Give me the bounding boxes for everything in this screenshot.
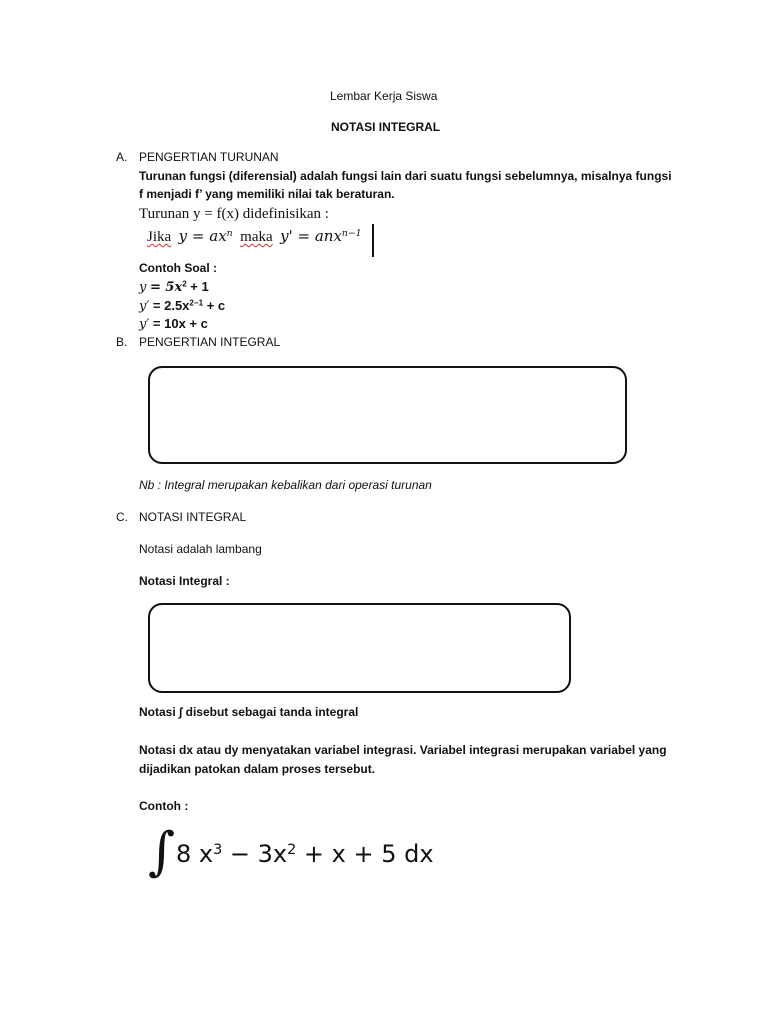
rule-maka: maka: [240, 229, 273, 245]
example-label: Contoh :: [139, 799, 189, 813]
integral-notation-answer-box[interactable]: [148, 603, 571, 693]
integral-sign-explanation: Notasi ∫ disebut sebagai tanda integral: [139, 705, 359, 719]
section-a-letter: A.: [116, 150, 128, 164]
text-cursor: [372, 224, 374, 257]
section-c-letter: C.: [116, 510, 128, 524]
derivative-definition: Turunan y = f(x) didefinisikan :: [139, 206, 329, 222]
section-a-paragraph-line1: Turunan fungsi (diferensial) adalah fungsi lain dari suatu fungsi sebelumnya, misalnya fungsi: [139, 169, 672, 183]
section-b-heading: PENGERTIAN INTEGRAL: [139, 335, 281, 349]
integral-expression: 8 $x^3 - 3x^2 + x + 5$ dx: [176, 840, 434, 868]
derivative-rule: [147, 227, 362, 246]
integral-sign-icon: ∫: [148, 822, 176, 882]
worksheet-title: Lembar Kerja Siswa: [330, 89, 438, 103]
section-a-heading: PENGERTIAN TURUNAN: [139, 150, 279, 164]
example-line-1: $y = 5x^2 + 1$: [139, 279, 209, 295]
notation-definition: Notasi adalah lambang: [139, 542, 262, 556]
integral-definition-answer-box[interactable]: [148, 366, 627, 464]
section-a-paragraph-line2: f menjadi f’ yang memiliki nilai tak beraturan.: [139, 187, 395, 201]
rule-yprime-eq: y' = anx: [280, 227, 342, 245]
section-b-note: Nb : Integral merupakan kebalikan dari operasi turunan: [139, 478, 432, 492]
section-c-heading: NOTASI INTEGRAL: [139, 510, 247, 524]
section-b-letter: B.: [116, 335, 128, 349]
rule-exp-n-minus-1: n−1: [341, 227, 362, 239]
variable-explanation-line1: Notasi dx atau dy menyatakan variabel integrasi. Variabel integrasi merupakan variabel yang: [139, 743, 667, 757]
rule-y-eq: y = ax: [178, 227, 227, 245]
example-line-2: $y' = 2.5x^{2-1} + c$: [139, 298, 226, 314]
example-line-3: y′ = 10x + c: [139, 316, 208, 332]
integral-notation-label: Notasi Integral :: [139, 574, 230, 588]
worksheet-subtitle: NOTASI INTEGRAL: [331, 120, 441, 134]
rule-exp-n: n: [226, 227, 233, 239]
variable-explanation-line2: dijadikan patokan dalam proses tersebut.: [139, 762, 376, 776]
rule-jika: Jika: [147, 229, 172, 245]
example-problem-label: Contoh Soal :: [139, 261, 217, 275]
